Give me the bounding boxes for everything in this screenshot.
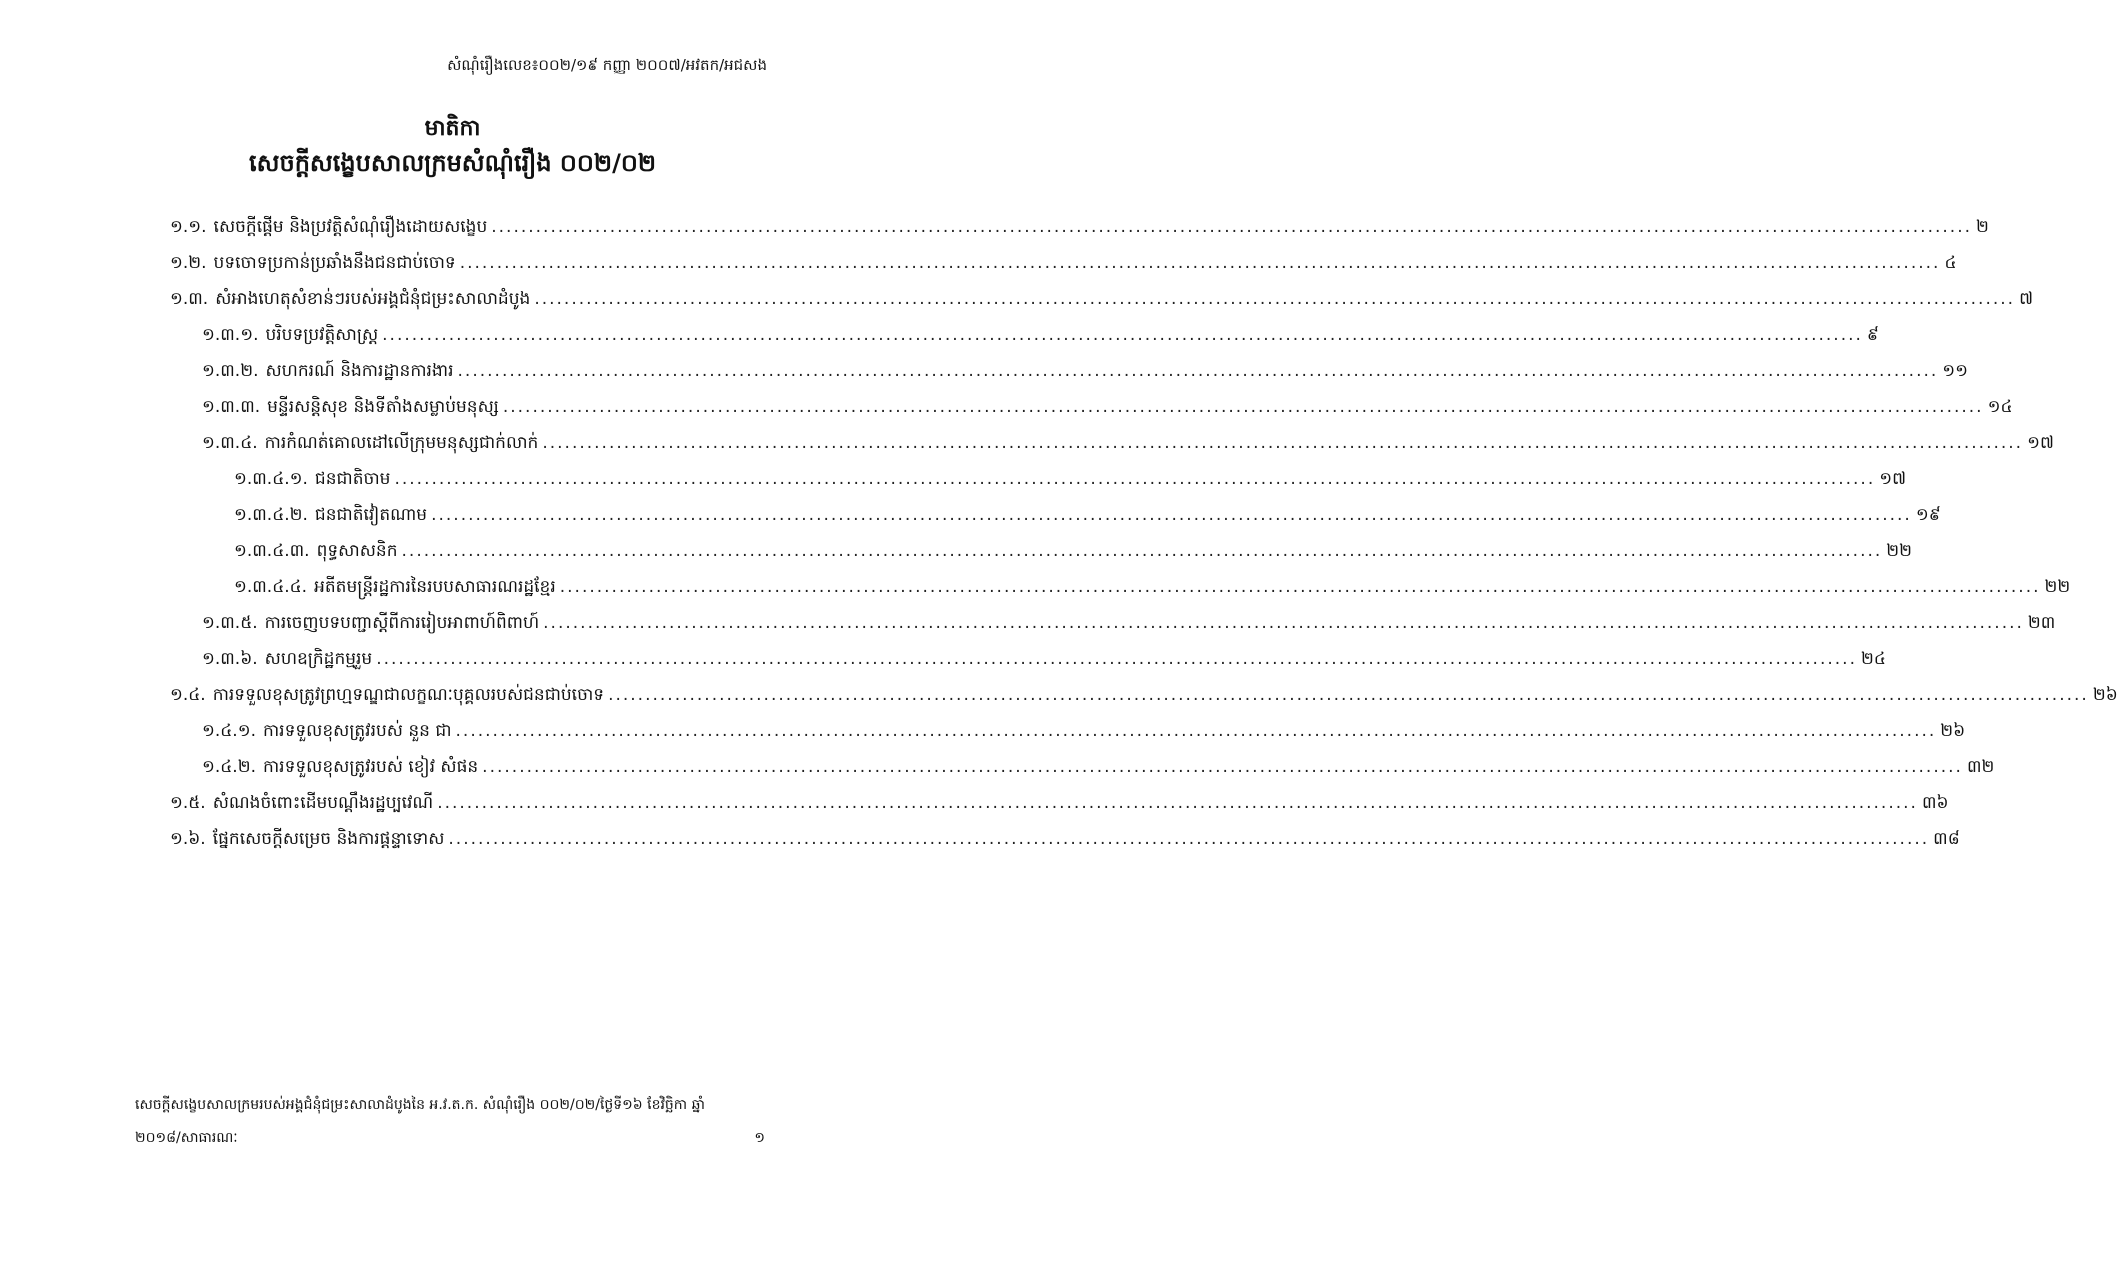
toc-entry-number: ១.៣.៤.១.	[234, 469, 308, 489]
toc-leader-dots: ........................................................................................................................................................................................................	[459, 253, 1941, 273]
toc-entry	[170, 816, 1960, 850]
toc-entry-number: ១.៤.១.	[202, 721, 256, 741]
toc-entry-page: ១៤	[1987, 397, 2013, 417]
toc-entry-number: ១.៣.	[170, 289, 209, 309]
footer-text-continued: ២០១៨/សាធារណៈ	[135, 1130, 238, 1146]
toc-entry-title: សហឧក្រិដ្ឋកម្មរួម	[264, 649, 373, 669]
toc-leader-dots: ........................................................................................................................................................................................................	[394, 469, 1876, 489]
toc-entry	[202, 384, 2013, 418]
toc-entry	[234, 564, 2071, 598]
toc-entry	[234, 456, 1907, 490]
toc-entry	[234, 528, 1913, 562]
toc-leader-dots: ........................................................................................................................................................................................................	[542, 433, 2024, 453]
toc-leader-dots: ........................................................................................................................................................................................................	[431, 505, 1912, 525]
toc-leader-dots: ........................................................................................................................................................................................................	[376, 649, 1857, 669]
contents-title: មាតិកា	[424, 116, 481, 141]
toc-leader-dots: ........................................................................................................................................................................................................	[455, 721, 1937, 741]
toc-entry-title: ការទទួលខុសត្រូវរបស់ នួន ជា	[262, 721, 452, 741]
toc-entry-number: ១.៣.៤.	[202, 433, 258, 453]
toc-entry-title: ពុទ្ធសាសនិក	[316, 541, 398, 561]
toc-entry-title: ការកំណត់គោលដៅលើក្រុមមនុស្សជាក់លាក់	[264, 433, 539, 453]
toc-entry-title: ជនជាតិចាម	[314, 469, 391, 489]
toc-leader-dots: ........................................................................................................................................................................................................	[401, 541, 1883, 561]
toc-entry	[234, 492, 1941, 526]
toc-entry-number: ១.៣.៤.៤.	[234, 577, 308, 597]
toc-entry	[202, 636, 1886, 670]
toc-entry-page: ២២	[1886, 541, 1913, 561]
toc-entry-page: ៣៨	[1933, 829, 1960, 849]
toc-leader-dots: ........................................................................................................................................................................................................	[382, 325, 1863, 345]
toc-entry-number: ១.៦.	[170, 829, 206, 849]
toc-entry-title: អតីតមន្ត្រីរដ្ឋការនៃរបបសាធារណរដ្ឋខ្មែរ	[314, 577, 556, 597]
toc-entry-number: ១.៣.៤.៣.	[234, 541, 310, 561]
toc-entry	[202, 348, 1969, 382]
toc-entry	[202, 708, 1966, 742]
toc-entry-page: ២៦	[2092, 685, 2118, 705]
toc-entry-page: ៧	[2019, 289, 2034, 309]
toc-entry-title: ការទទួលខុសត្រូវរបស់ ខៀវ សំផន	[262, 757, 479, 777]
toc-entry-title: សហករណ៍ និងការដ្ឋានការងារ	[265, 361, 454, 381]
toc-entry-page: ១៩	[1915, 505, 1941, 525]
toc-entry-title: សេចក្ដីផ្ដើម និងប្រវត្តិសំណុំរឿងដោយសង្ខេប	[213, 217, 488, 237]
footer-text: សេចក្ដីសង្ខេបសាលក្រមរបស់អង្គជំនុំជម្រះសាលាដំបូងនៃ អ.វ.ត.ក. សំណុំរឿង ០០២/០២/ថ្ងៃទី១៦ ខែវិច្ឆិកា ឆ្នាំ	[135, 1097, 705, 1113]
toc-entry-page: ៣៦	[1921, 793, 1949, 813]
toc-entry	[170, 240, 1957, 274]
toc-entry-title: បរិបទប្រវត្តិសាស្ត្រ	[265, 325, 379, 345]
toc-leader-dots: ........................................................................................................................................................................................................	[559, 577, 2041, 597]
toc-entry-page: ២	[1976, 217, 1989, 237]
toc-entry-number: ១.៣.៤.២.	[234, 505, 308, 525]
toc-entry-number: ១.៣.៦.	[202, 649, 258, 669]
toc-entry-title: ផ្នែកសេចក្ដីសម្រេច និងការផ្ដន្ទាទោស	[212, 829, 445, 849]
toc-entry-page: ២២	[2044, 577, 2071, 597]
toc-entry	[170, 204, 1989, 238]
toc-leader-dots: ........................................................................................................................................................................................................	[437, 793, 1918, 813]
toc-entry-page: ៤	[1944, 253, 1957, 273]
toc-entry-page: ៩	[1866, 325, 1879, 345]
toc-entry-page: ២៣	[2027, 613, 2056, 633]
toc-entry-number: ១.៤.២.	[202, 757, 256, 777]
toc-entry-page: ២៤	[1860, 649, 1886, 669]
toc-entry-number: ១.៣.៥.	[202, 613, 258, 633]
toc-entry	[170, 276, 2034, 310]
toc-entry-title: បទចោទប្រកាន់ប្រឆាំងនឹងជនជាប់ចោទ	[213, 253, 456, 273]
toc-entry-number: ១.៥.	[170, 793, 206, 813]
case-reference-header: សំណុំរឿងលេខ៖០០២/១៩ កញ្ញា ២០០៧/អវតក/អជសង	[447, 56, 767, 74]
toc-entry-page: ១៧	[2027, 433, 2054, 453]
toc-entry-page: ៣២	[1966, 757, 1995, 777]
summary-title: សេចក្ដីសង្ខេបសាលក្រមសំណុំរឿង ០០២/០២	[248, 149, 656, 177]
toc-entry-number: ១.៣.២.	[202, 361, 259, 381]
toc-entry	[202, 420, 2054, 454]
toc-entry-title: ជនជាតិវៀតណាម	[314, 505, 428, 525]
toc-entry	[202, 744, 1995, 778]
toc-entry-page: ២៦	[1940, 721, 1966, 741]
toc-entry	[170, 780, 1949, 814]
toc-entry-number: ១.៣.៣.	[202, 397, 261, 417]
toc-entry-number: ១.១.	[170, 217, 207, 237]
toc-leader-dots: ........................................................................................................................................................................................................	[457, 361, 1939, 381]
toc-entry-number: ១.២.	[170, 253, 207, 273]
toc-entry-page: ១៧	[1879, 469, 1907, 489]
page-number: ១	[754, 1130, 765, 1146]
toc-entry-number: ១.៣.១.	[202, 325, 259, 345]
toc-entry-number: ១.៤.	[170, 685, 206, 705]
toc-leader-dots: ........................................................................................................................................................................................................	[491, 217, 1972, 237]
toc-entry	[170, 672, 2118, 706]
toc-entry-title: សំណងចំពោះដើមបណ្ដឹងរដ្ឋប្បវេណី	[212, 793, 434, 813]
toc-entry-title: ការចេញបទបញ្ជាស្ដីពីការរៀបអាពាហ៍ពិពាហ៍	[264, 613, 540, 633]
toc-entry-title: ការទទួលខុសត្រូវព្រហ្មទណ្ឌជាលក្ខណៈបុគ្គលរបស់ជនជាប់ចោទ	[212, 685, 605, 705]
toc-entry-title: សំអាងហេតុសំខាន់ៗរបស់អង្គជំនុំជម្រះសាលាដំបូង	[215, 289, 531, 309]
toc-leader-dots: ........................................................................................................................................................................................................	[482, 757, 1963, 777]
toc-entry	[202, 312, 1879, 346]
toc-leader-dots: ........................................................................................................................................................................................................	[534, 289, 2016, 309]
toc-leader-dots: ........................................................................................................................................................................................................	[448, 829, 1930, 849]
toc-entry	[202, 600, 2056, 634]
toc-leader-dots: ........................................................................................................................................................................................................	[502, 397, 1984, 417]
toc-leader-dots: ........................................................................................................................................................................................................	[608, 685, 2089, 705]
toc-entry-page: ១១	[1942, 361, 1969, 381]
toc-leader-dots: ........................................................................................................................................................................................................	[543, 613, 2024, 633]
toc-entry-title: មន្ទីរសន្ដិសុខ និងទីតាំងសម្លាប់មនុស្ស	[267, 397, 499, 417]
